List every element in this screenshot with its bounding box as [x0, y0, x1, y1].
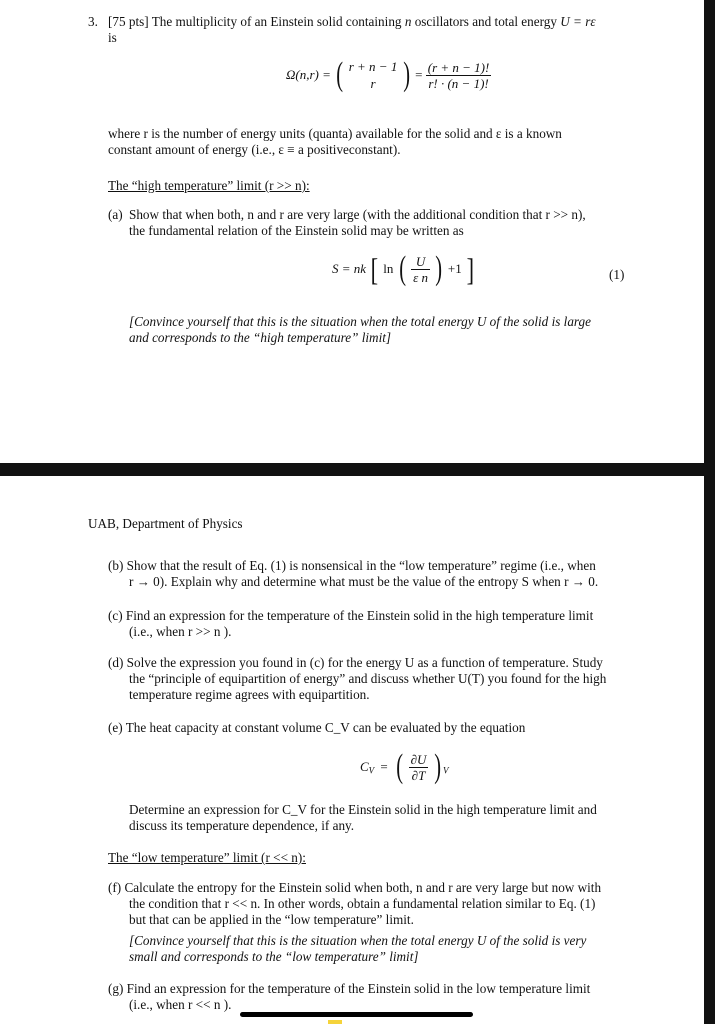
- page-two: [0, 476, 704, 1024]
- intro-energy: U = rε: [560, 14, 596, 29]
- part-e-line1: (e) The heat capacity at constant volume C_V can be evaluated by the equation: [108, 720, 526, 735]
- binomial-top: r + n − 1: [348, 59, 398, 74]
- fraction-numerator: (r + n − 1)!: [427, 59, 490, 75]
- low-temperature-heading: The “low temperature” limit (r << n):: [108, 850, 306, 865]
- ln-text: ln: [383, 261, 394, 276]
- part-c-line1: (c) Find an expression for the temperature of the Einstein solid in the high temperature limit: [108, 608, 594, 623]
- part-f-line3: but that can be applied in the “low temperature” limit.: [129, 912, 414, 927]
- eq1-numerator: U: [411, 254, 430, 270]
- intro-text: [75 pts] The multiplicity of an Einstein solid containing: [108, 14, 402, 29]
- part-g-line1: (g) Find an expression for the temperature of the Einstein solid in the low temperature limit: [108, 981, 591, 996]
- equation-1: [332, 252, 476, 286]
- multiplicity-equation: [286, 58, 491, 92]
- note-f-line1: [Convince yourself that this is the situation when the total energy U of the solid is very: [129, 933, 587, 948]
- fraction-denominator: r! · (n − 1)!: [428, 75, 489, 91]
- cv-equals: =: [380, 759, 388, 774]
- part-a-line2: the fundamental relation of the Einstein solid may be written as: [129, 223, 464, 238]
- where-line1: where r is the number of energy units (quanta) available for the solid and ε is a known: [108, 126, 562, 141]
- cv-lhs-sub: V: [368, 765, 375, 776]
- note-a-line1: [Convince yourself that this is the situation when the total energy U of the solid is large: [129, 314, 592, 329]
- binomial: [349, 58, 398, 92]
- part-g-line2: (i.e., when r << n ).: [129, 997, 232, 1012]
- where-line2: constant amount of energy (i.e., ε ≡ a positiveconstant).: [108, 142, 401, 157]
- omega-equals: =: [415, 67, 423, 82]
- home-indicator[interactable]: [240, 1012, 473, 1017]
- equation-1-number: (1): [609, 267, 625, 282]
- cv-denominator: ∂T: [411, 767, 426, 783]
- note-f-line2: small and corresponds to the “low temperature” limit]: [129, 949, 419, 964]
- part-e-line3: discuss its temperature dependence, if any.: [129, 818, 355, 833]
- eq1-left-paren: (: [398, 250, 406, 287]
- part-f-line1: (f) Calculate the entropy for the Einstein solid when both, n and r are very large but now with: [108, 880, 602, 895]
- cv-lhs: C: [360, 759, 369, 774]
- intro-text-b: oscillators and total energy: [414, 14, 557, 29]
- part-d-line2: the “principle of equipartition of energy” and discuss whether U(T) you found for the high: [129, 671, 607, 686]
- cv-fraction: [409, 752, 429, 783]
- part-c-line2: (i.e., when r >> n ).: [129, 624, 232, 639]
- intro-n: n: [404, 14, 412, 29]
- left-bracket: [: [370, 251, 379, 287]
- factorial-fraction: [426, 60, 492, 91]
- question-intro-line1: [108, 14, 596, 30]
- question-intro-line2: is: [108, 30, 117, 45]
- part-d-line3: temperature regime agrees with equipartition.: [129, 687, 370, 702]
- highlight-mark: [328, 1020, 342, 1024]
- eq1-plus-one: +1: [447, 261, 462, 276]
- right-bracket: ]: [466, 251, 475, 287]
- eq1-lhs: S = nk: [332, 261, 367, 276]
- cv-right-paren: ): [433, 748, 441, 785]
- cv-sub: V: [442, 765, 449, 776]
- page-header: UAB, Department of Physics: [88, 516, 243, 531]
- omega-lhs: Ω(n,r) =: [286, 67, 331, 82]
- part-e-line2: Determine an expression for C_V for the Einstein solid in the high temperature limit and: [129, 802, 597, 817]
- eq1-fraction: [411, 254, 430, 285]
- note-a-line2: and corresponds to the “high temperature” limit]: [129, 330, 392, 345]
- eq1-right-paren: ): [435, 250, 443, 287]
- part-f-line2: the condition that r << n. In other words, obtain a fundamental relation similar to Eq. (1): [129, 896, 596, 911]
- question-number: 3.: [88, 14, 98, 29]
- right-paren: ): [402, 56, 410, 93]
- part-a-line1: Show that when both, n and r are very large (with the additional condition that r >> n),: [129, 207, 586, 222]
- page-one: [0, 0, 704, 463]
- cv-left-paren: (: [396, 748, 404, 785]
- binomial-bottom: r: [370, 76, 376, 91]
- part-d-line1: (d) Solve the expression you found in (c) for the energy U as a function of temperature. Study: [108, 655, 603, 670]
- left-paren: (: [336, 56, 344, 93]
- heat-capacity-equation: [360, 750, 448, 784]
- part-b-line1: (b) Show that the result of Eq. (1) is nonsensical in the “low temperature” regime (i.e., when: [108, 558, 596, 573]
- part-b-line2: r → 0). Explain why and determine what must be the value of the entropy S when r → 0.: [129, 574, 599, 589]
- high-temperature-heading: The “high temperature” limit (r >> n):: [108, 178, 310, 193]
- part-a-label: (a): [108, 207, 123, 222]
- cv-numerator: ∂U: [410, 751, 427, 767]
- eq1-denominator: ε n: [413, 269, 429, 285]
